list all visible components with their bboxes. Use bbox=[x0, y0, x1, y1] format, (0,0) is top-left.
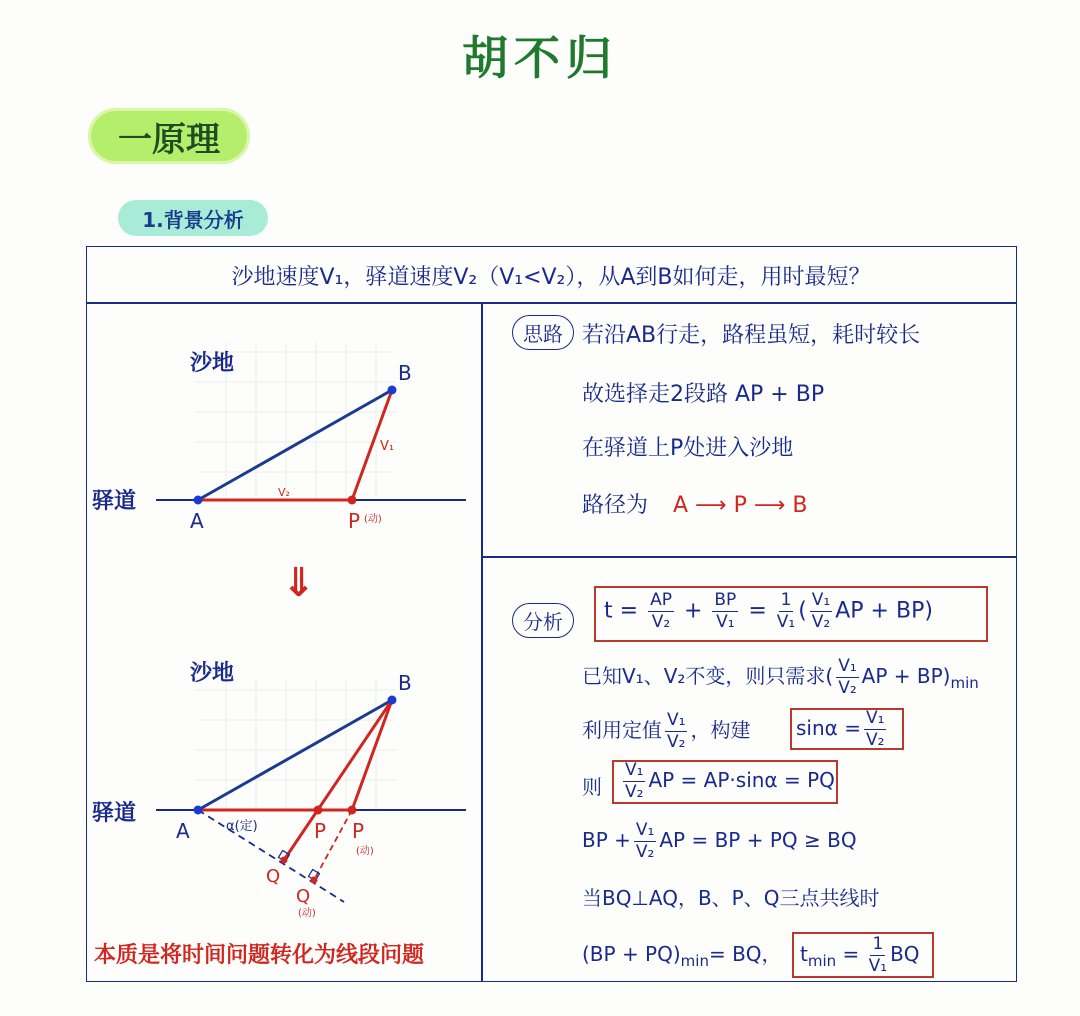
analysis-line-6: $(BP + PQ)_{min}=$ BQ， bbox=[582, 942, 782, 970]
path-prefix: 路径为 bbox=[582, 493, 649, 518]
sand-label: 沙地 bbox=[190, 351, 235, 376]
label-p-note: (动) bbox=[364, 514, 382, 525]
label-p1: P bbox=[314, 819, 327, 843]
section-heading: 一原理 bbox=[88, 108, 250, 164]
idea-line-2: 故选择走2段路 AP + BP bbox=[582, 382, 825, 407]
point-p1 bbox=[314, 806, 323, 815]
label-b: B bbox=[398, 361, 412, 385]
label-v2: V₂ bbox=[278, 486, 290, 499]
sand-grid bbox=[196, 680, 396, 810]
idea-line-3: 在驿道上P处进入沙地 bbox=[582, 436, 794, 461]
point-q2 bbox=[311, 877, 318, 884]
formula: t = $\frac{AP}{\text{V₂}}$ + $\frac{BP}{\text{V₁}}$ = $\frac{1}{\text{V₁}}$ ( $\frac{\text{V₁}}{\text{V₂}}$ AP + BP) bbox=[604, 590, 933, 632]
analysis-line-2: 利用定值 $\frac{\text{V₁}}{\text{V₂}}$ ，构建 bbox=[582, 710, 751, 752]
point-a bbox=[194, 496, 203, 505]
road-label: 驿道 bbox=[92, 801, 137, 826]
point-a bbox=[194, 806, 203, 815]
idea-tag: 思路 bbox=[512, 315, 574, 350]
analysis-line-3-prefix: 则 bbox=[582, 775, 602, 799]
analysis-line-1: 已知V₁、V₂不变，则只需求( $\frac{\text{V₁}}{\text{V₂}}$ AP + $BP)_{min}$ bbox=[582, 656, 979, 698]
analysis-line-5: 当BQ⊥AQ，B、P、Q三点共线时 bbox=[582, 886, 880, 910]
label-a: A bbox=[190, 509, 204, 533]
idea-line-1: 若沿AB行走，路程虽短，耗时较长 bbox=[582, 323, 921, 348]
segment-ab bbox=[198, 700, 392, 810]
transform-arrow: ⇓ bbox=[282, 560, 316, 606]
analysis-tag: 分析 bbox=[512, 603, 574, 638]
subsection-heading: 1.背景分析 bbox=[118, 200, 268, 236]
label-q1: Q bbox=[266, 866, 281, 887]
point-b bbox=[388, 696, 397, 705]
label-b: B bbox=[398, 671, 412, 695]
divider-right bbox=[481, 556, 1017, 558]
segment-p2b bbox=[352, 700, 392, 810]
conclusion-text: 本质是将时间问题转化为线段问题 bbox=[94, 943, 425, 968]
label-p-note: (动) bbox=[356, 846, 374, 857]
label-q-note: (动) bbox=[298, 908, 316, 919]
label-p2: P bbox=[352, 819, 365, 843]
problem-statement: 沙地速度V₁，驿道速度V₂（V₁<V₂），从A到B如何走，用时最短？ bbox=[231, 264, 871, 290]
analysis-line-4: BP + $\frac{\text{V₁}}{\text{V₂}}$ AP = BP + PQ ≥ BQ bbox=[582, 820, 857, 862]
point-q1 bbox=[281, 857, 288, 864]
point-p2 bbox=[348, 806, 357, 815]
page-title: 胡不归 bbox=[462, 31, 618, 85]
sand-label: 沙地 bbox=[190, 661, 235, 686]
label-p: P bbox=[348, 509, 361, 533]
label-v1: V₁ bbox=[380, 439, 395, 454]
idea-path bbox=[582, 488, 807, 519]
divider-column bbox=[481, 302, 483, 982]
pq-equation: $\frac{\text{V₁}}{\text{V₂}}$ AP = AP·sinα = PQ bbox=[625, 760, 835, 802]
diagram-1 bbox=[86, 302, 481, 542]
segment-ab bbox=[198, 390, 395, 500]
label-q2: Q bbox=[296, 886, 311, 907]
tmin-result: $t_{min}$ = $\frac{1}{\text{V₁}}$ BQ bbox=[800, 934, 920, 976]
label-a: A bbox=[176, 819, 190, 843]
path-value: A ⟶ P ⟶ B bbox=[673, 493, 808, 518]
point-p bbox=[348, 496, 357, 505]
label-alpha: α(定) bbox=[226, 819, 258, 834]
sin-definition: sinα = $\frac{\text{V₁}}{\text{V₂}}$ bbox=[796, 708, 885, 750]
diagram-2 bbox=[86, 640, 481, 930]
road-label: 驿道 bbox=[92, 489, 137, 514]
point-b bbox=[388, 386, 397, 395]
